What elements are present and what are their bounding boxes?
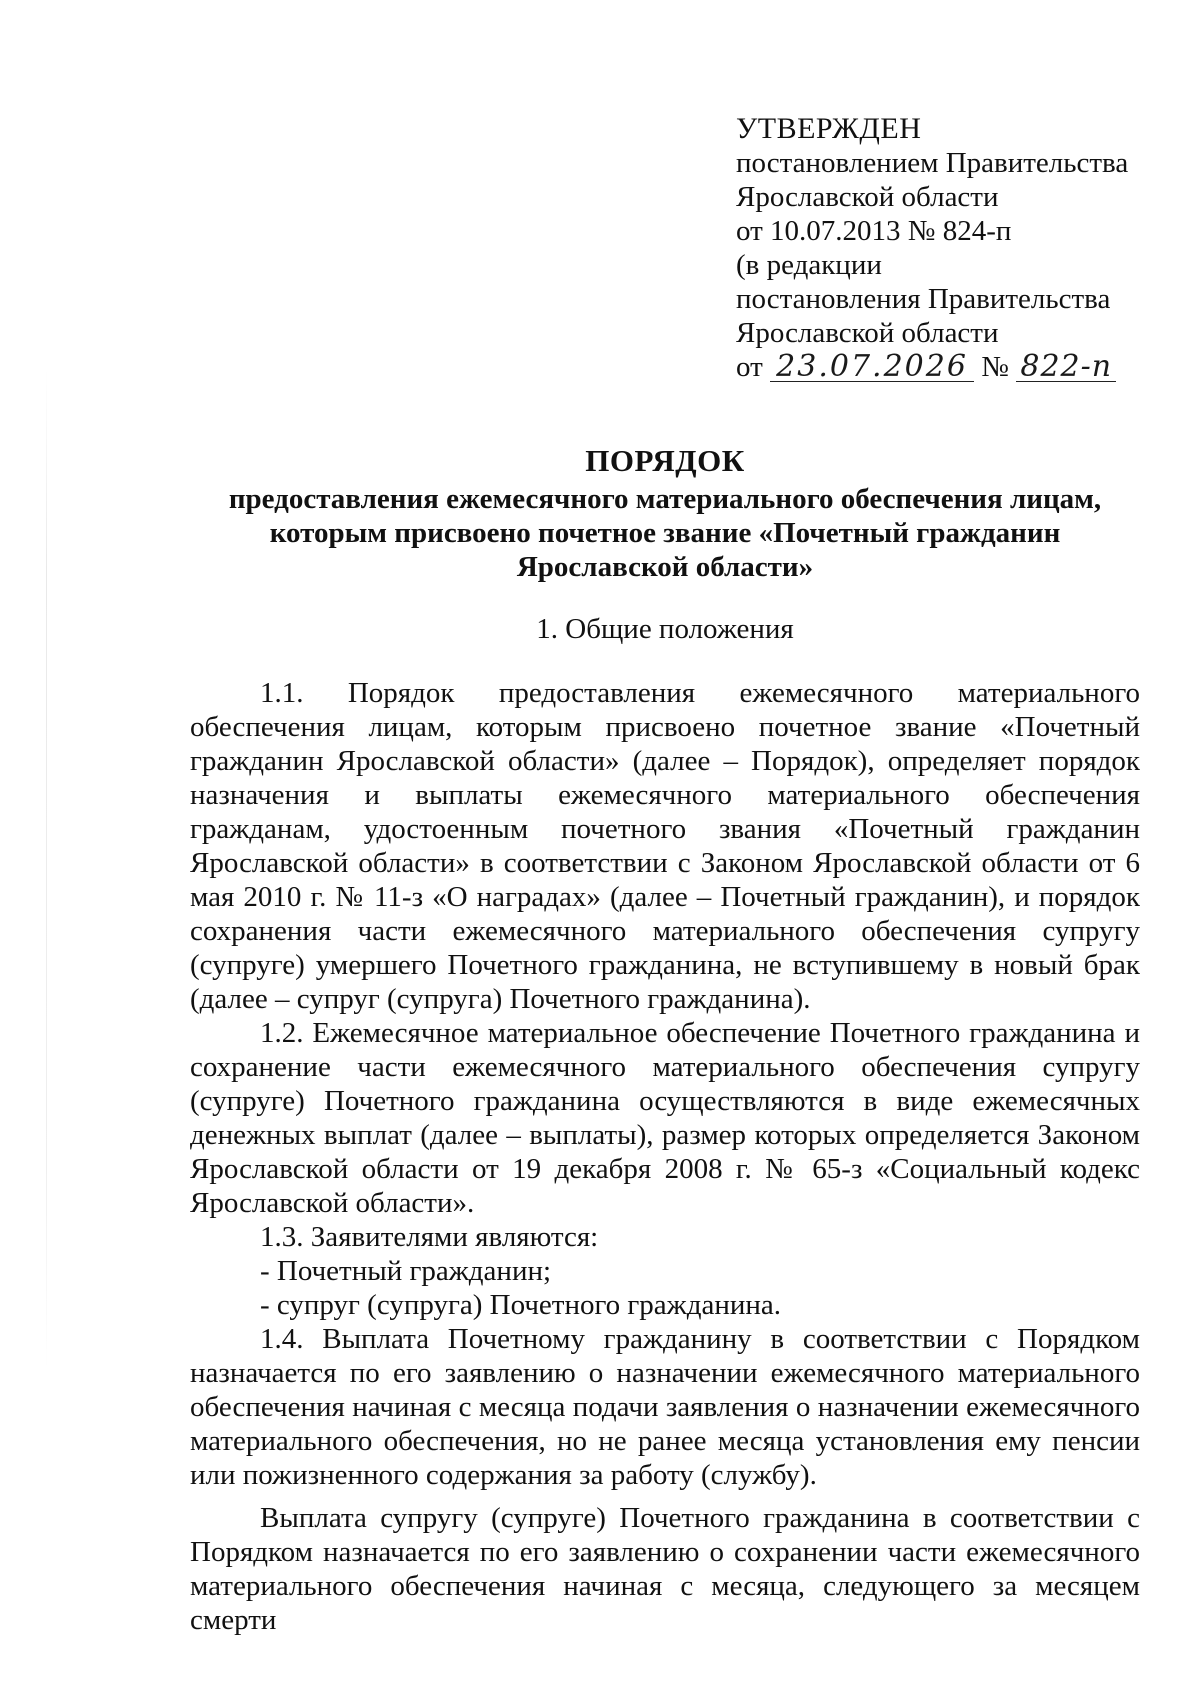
approval-line: постановлением Правительства <box>736 147 1129 179</box>
approval-line: постановления Правительства <box>736 283 1111 315</box>
paragraph: 1.4. Выплата Почетному гражданину в соответствии с Порядком назначается по его заявлению о назначении ежемесячного материального обеспечения начиная с месяца подачи заявления о назначении ежемесячного материального обеспечения, но не ранее месяца установления ему пенсии или пожизненного содержания за работу (службу). <box>190 1323 1140 1491</box>
paragraph: 1.1. Порядок предоставления ежемесячного материального обеспечения лицам, которым присвоено почетное звание «Почетный гражданин Ярославской области» (далее – Порядок), определяет порядок назначения и выплаты ежемесячного материального обеспечения гражданам, удостоенным почетного звания «Почетный гражданин Ярославской области» в соответствии с Законом Ярославской области от 6 мая 2010 г. № 11-з «О наградах» (далее – Почетный гражданин), и порядок сохранения части ежемесячного материального обеспечения супругу (супруге) умершего Почетного гражданина, не вступившему в новый брак (далее – супруг (супруга) Почетного гражданина). <box>190 677 1140 1015</box>
list-item: - Почетный гражданин; <box>260 1255 552 1287</box>
approval-line: Ярославской области <box>736 317 999 349</box>
document-subtitle-line: предоставления ежемесячного материального обеспечения лицам, <box>228 483 1102 515</box>
approval-line: от 10.07.2013 № 824-п <box>736 215 1012 247</box>
approval-title: УТВЕРЖДЕН <box>736 112 922 145</box>
list-item: - супруг (супруга) Почетного гражданина. <box>260 1289 782 1321</box>
approval-number-label: № <box>981 351 1009 383</box>
approval-line: Ярославской области <box>736 181 999 213</box>
document-subtitle-line: которым присвоено почетное звание «Почетный гражданин <box>269 517 1061 549</box>
document-subtitle-line: Ярославской области» <box>516 551 814 583</box>
section-heading: 1. Общие положения <box>536 613 794 645</box>
approval-line: (в редакции <box>736 249 882 281</box>
approval-date-line <box>736 350 1156 384</box>
paragraph: Выплата супругу (супруге) Почетного гражданина в соответствии с Порядком назначается по его заявлению о сохранении части ежемесячного материального обеспечения начиная с месяца, следующего за месяцем смерти <box>190 1502 1140 1636</box>
scan-edge-shadow <box>46 370 47 1370</box>
handwritten-date: 23.07.2026 <box>770 353 974 382</box>
document-title: ПОРЯДОК <box>585 443 745 478</box>
approval-stamp <box>736 112 1156 384</box>
document-body <box>190 676 1140 1637</box>
approval-from-label: от <box>736 351 763 383</box>
document-title-block <box>190 444 1140 584</box>
paragraph: 1.2. Ежемесячное материальное обеспечение Почетного гражданина и сохранение части ежемесячного материального обеспечения супругу (супруге) Почетного гражданина осуществляются в виде ежемесячных денежных выплат (далее – выплаты), размер которых определяется Законом Ярославской области от 19 декабря 2008 г. № 65-з «Социальный кодекс Ярославской области». <box>190 1017 1140 1219</box>
paragraph: 1.3. Заявителями являются: <box>260 1221 599 1253</box>
handwritten-number: 822-п <box>1016 353 1116 382</box>
